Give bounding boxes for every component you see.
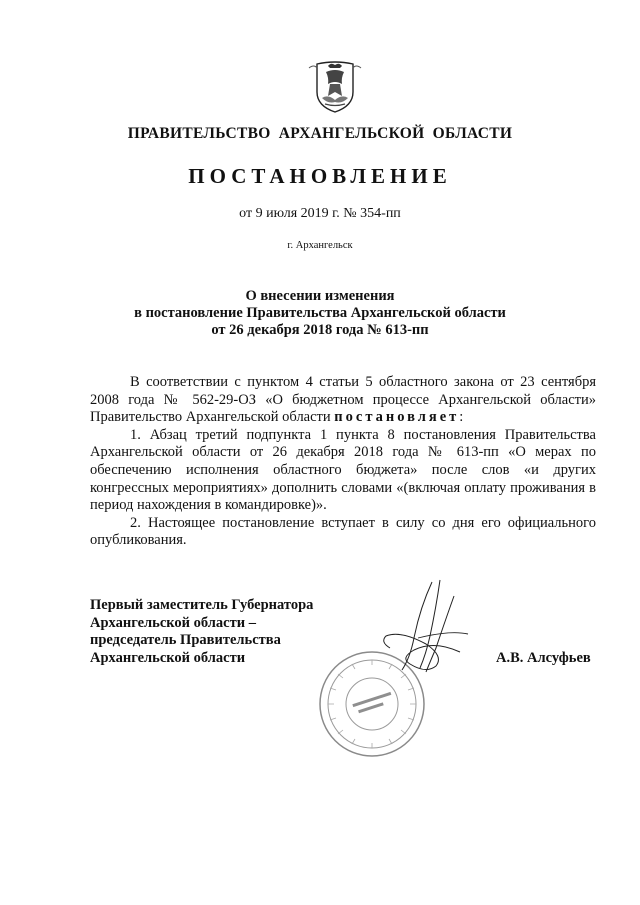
- subject-line: О внесении изменения: [245, 288, 395, 304]
- signatory-name: А.В. Алсуфьев: [496, 650, 591, 666]
- subject-line: от 26 декабря 2018 года № 613-пп: [211, 322, 429, 338]
- document-body: [90, 374, 596, 550]
- preamble-end: :: [459, 409, 464, 426]
- subject-line: в постановление Правительства Архангельской области: [134, 305, 506, 321]
- preamble-paragraph: [90, 374, 596, 427]
- government-title: ПРАВИТЕЛЬСТВО АРХАНГЕЛЬСКОЙ ОБЛАСТИ: [127, 125, 513, 142]
- item-1-paragraph: 1. Абзац третий подпункта 1 пункта 8 постановления Правительства Архангельской области от 26 декабря 2018 года № 613-пп «О мерах по обеспечению исполнения областного бюджета» после слов «и других конгрессных мероприятиях» дополнить словами «(включая оплату проживания в период нахождения в командировке)».: [90, 426, 596, 514]
- signatory-title-line: Архангельской области: [90, 649, 246, 666]
- signatory-title: [90, 597, 313, 667]
- coat-of-arms-icon: [300, 58, 370, 114]
- preamble-text: В соответствии с пунктом 4 статьи 5 областного закона от 23 сентября 2008 года № 562-29-ОЗ «О бюджетном процессе Архангельской области» Правительство Архангельской области: [90, 374, 596, 426]
- resolution-keyword: постановляет: [334, 409, 460, 426]
- handwritten-signature: [370, 578, 480, 678]
- document-date-number: от 9 июля 2019 г. № 354-пп: [239, 206, 401, 221]
- signatory-title-line: председатель Правительства: [90, 632, 281, 648]
- document-city: г. Архангельск: [287, 240, 353, 251]
- document-type: ПОСТАНОВЛЕНИЕ: [188, 164, 452, 188]
- item-2-paragraph: 2. Настоящее постановление вступает в силу со дня его официального опубликования.: [90, 514, 596, 549]
- signatory-title-line: Архангельской области –: [90, 614, 256, 631]
- signatory-title-line: Первый заместитель Губернатора: [90, 597, 314, 613]
- document-subject: [0, 288, 640, 339]
